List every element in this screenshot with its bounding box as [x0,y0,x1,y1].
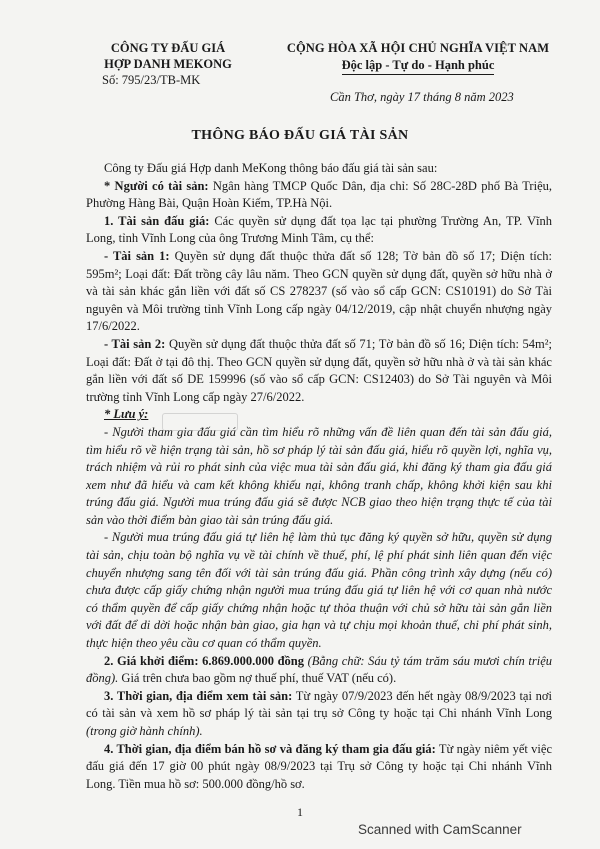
asset-1-text: Quyền sử dụng đất thuộc thửa đất số 128; Tờ bản đồ số 17; Diện tích: 595m²; Loại đất: Đất trồng cây lâu năm. Theo GCN quyền sử dụng đất, quyền sở hữu nhà ở và tài sản khác gắn liền với đất số CS 278237 (số vào sổ cấp GCN: CS10191) do Sở Tài nguyên và Môi trường tỉnh Vĩnh Long cấp ngày 04/12/2019, cập nhật chuyển nhượng ngày 17/6/2022. [86,248,552,334]
company-name-line2: HỢP DANH MEKONG [104,57,232,71]
owner-text: Ngân hàng TMCP Quốc Dân, địa chỉ: Số 28C-28D phố Bà Triệu, Phường Hàng Bài, Quận Hoàn Kiếm, TP.Hà Nội. [86,178,552,211]
document-number: Số: 795/23/TB-MK [102,73,201,87]
national-header [268,40,568,75]
item-2-text: Giá trên chưa bao gồm nợ thuế phí, thuế VAT (nếu có). [118,671,397,686]
issue-date: Cần Thơ, ngày 17 tháng 8 năm 2023 [330,90,514,104]
note-label: * Lưu ý: [104,407,149,422]
item-2-label: 2. Giá khởi điểm: 6.869.000.000 đồng [104,653,304,668]
item-3-text: Từ ngày 07/9/2023 đến hết ngày 08/9/2023 tại nơi có tài sản và xem hồ sơ pháp lý tài sản tại trụ sở Công ty hoặc tại Chi nhánh Vĩnh Long [86,688,552,721]
item-3-paragraph [86,688,552,741]
note-heading [86,406,552,424]
item-4-label: 4. Thời gian, địa điểm bán hồ sơ và đăng ký tham gia đấu giá: [104,741,436,756]
note-paragraph-1: - Người tham gia đấu giá cần tìm hiểu rõ những vấn đề liên quan đến tài sản đấu giá, tìm hiểu rõ về hiện trạng tài sản, hồ sơ pháp lý tài sản đấu giá, hiểu rõ quyền lợi, nghĩa vụ, trách nhiệm và rủi ro phát sinh của việc mua tài sản đấu giá, khi đăng ký tham gia đấu giá xem như đã hiểu và cam kết không khiếu nại, không tranh chấp, không khởi kiện sau khi trúng đấu giá. Người mua trúng đấu giá sẽ được NCB giao theo hiện trạng thực tế của tài sản vào thời điểm bàn giao tài sản trúng đấu giá. [86,424,552,527]
item-4-paragraph [86,741,552,794]
document-title: THÔNG BÁO ĐẤU GIÁ TÀI SẢN [191,128,409,143]
document-body [86,160,552,793]
asset-2-label: - Tài sản 2: [104,336,166,351]
intro-paragraph: Công ty Đấu giá Hợp danh MeKong thông báo đấu giá tài sản sau: [104,161,438,175]
motto: Độc lập - Tự do - Hạnh phúc [342,57,495,75]
owner-paragraph [86,178,552,213]
asset-2-paragraph [86,336,552,406]
note-paragraph-2: - Người mua trúng đấu giá tự liên hệ làm thủ tục đăng ký quyền sở hữu, quyền sử dụng tài sản, chịu toàn bộ nghĩa vụ về tài chính về thuế, phí, lệ phí phát sinh liên quan đến việc chuyển nhượng sang tên đối với tài sản trúng đấu giá. Phần công trình xây dựng (nếu có) chưa được cấp giấy chứng nhận người mua trúng đấu giá tự liên hệ với cơ quan nhà nước có thẩm quyền để cấp giấy chứng nhận hoặc tự thỏa thuận với chủ sở hữu tài sản gắn liền với đất để di dời hoặc nhận bàn giao, gia hạn và tự chịu mọi khoản thuế, chi phí phát sinh, thực hiện theo yêu cầu cơ quan có thẩm quyền. [86,530,552,651]
item-2-words: (Bằng chữ: Sáu tỷ tám trăm sáu mươi chín triệu đồng). [86,653,552,686]
item-3-italic: (trong giờ hành chính). [86,724,203,738]
item-1-paragraph [86,213,552,248]
item-3-label: 3. Thời gian, địa điểm xem tài sản: [104,688,293,703]
faded-stamp-mark [162,413,238,431]
item-1-label: 1. Tài sản đấu giá: [104,213,210,228]
item-2-paragraph [86,653,552,688]
company-name-line1: CÔNG TY ĐẤU GIÁ [110,41,226,55]
asset-1-label: - Tài sản 1: [104,248,170,263]
item-4-text: Từ ngày niêm yết việc đấu giá đến 17 giờ 00 phút ngày 08/9/2023 tại Trụ sở Công ty hoặc tại Chi nhánh Vĩnh Long. Tiền mua hồ sơ: 500.000 đồng/hồ sơ. [86,741,552,791]
issuer-block [88,40,248,88]
scanner-watermark: Scanned with CamScanner [358,822,522,837]
item-1-text: Các quyền sử dụng đất tọa lạc tại phường Trường An, TP. Vĩnh Long, tỉnh Vĩnh Long của ông Trương Minh Tâm, cụ thể: [86,213,552,246]
asset-2-text: Quyền sử dụng đất thuộc thửa đất số 71; Tờ bản đồ số 16; Diện tích: 54m²; Loại đất: Đất ở tại đô thị. Theo GCN quyền sử dụng đất, quyền sở hữu nhà ở và tài sản khác gắn liền với đất số DE 159996 (số vào sổ cấp GCN: CS12403) do Sở Tài nguyên và Môi trường tỉnh Vĩnh Long cấp ngày 27/6/2022. [86,336,552,404]
page-number: 1 [297,805,303,819]
asset-1-paragraph [86,248,552,336]
owner-label: * Người có tài sản: [104,178,209,193]
nation-title: CỘNG HÒA XÃ HỘI CHỦ NGHĨA VIỆT NAM [286,41,550,55]
